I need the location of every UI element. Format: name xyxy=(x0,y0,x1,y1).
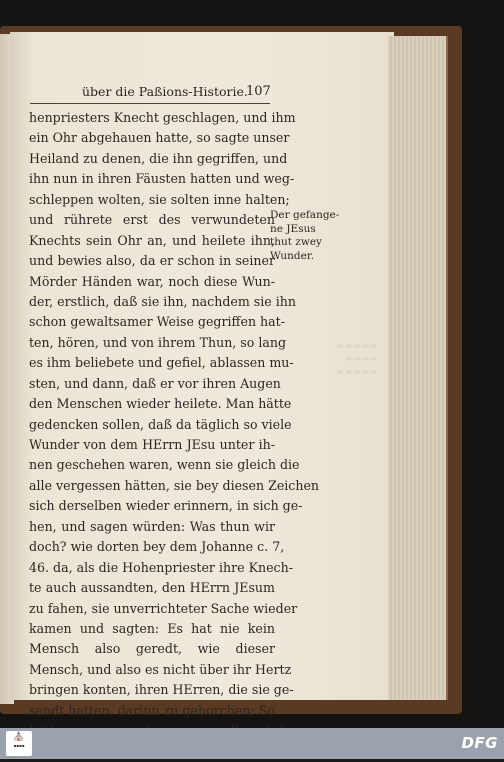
bleed-through-text: ≈≈≈≈≈ ≈≈≈≈ ≈≈≈≈≈ xyxy=(336,341,378,378)
text-line: hen, und sagen würden: Was thun wir xyxy=(29,518,275,534)
running-title: über die Paßions-Historie. xyxy=(82,84,248,99)
marginal-line: ne JEsus xyxy=(270,222,316,235)
text-line: und bewies also, da er schon in seiner xyxy=(29,253,275,269)
text-line: ihn nun in ihren Fäusten hatten und weg- xyxy=(29,171,295,187)
text-line: es ihm beliebete und gefiel, ablassen mu- xyxy=(29,355,294,371)
text-line: henpriesters Knecht geschlagen, und ihm xyxy=(29,110,296,125)
text-line: Knechts sein Ohr an, und heilete ihn, xyxy=(29,232,275,248)
text-line: sich derselben wieder erinnern, in sich ge- xyxy=(29,498,303,514)
text-line: und rührete erst des verwundeten xyxy=(29,212,275,228)
text-line: nen geschehen waren, wenn sie gleich die xyxy=(29,457,300,473)
text-line: Wunder von dem HErrn JEsu unter ih- xyxy=(29,437,275,452)
page-fore-edge xyxy=(388,36,448,700)
text-line: gedencken sollen, daß da täglich so viele xyxy=(29,416,292,432)
text-line: schon gewaltsamer Weise gegriffen hat- xyxy=(29,314,285,330)
text-line: Mörder Händen war, noch diese Wun- xyxy=(29,273,275,289)
dfg-logo: DFG xyxy=(461,734,498,752)
text-line: den Menschen wieder heilete. Man hätte xyxy=(29,396,292,412)
text-line: sten, und dann, daß er vor ihren Augen xyxy=(29,375,281,391)
text-line: Mensch, und also es nicht über ihr Hertz xyxy=(29,661,292,677)
text-line: Heiland zu denen, die ihn gegriffen, und xyxy=(29,150,288,166)
text-line: 46. da, als die Hohenpriester ihre Knech- xyxy=(29,559,293,575)
text-line: kamen und sagten: Es hat nie kein xyxy=(29,620,275,636)
marginal-line: thut zwey xyxy=(270,236,322,248)
text-line: bringen konten, ihren HErren, die sie ge- xyxy=(29,682,294,698)
text-line: ten, hören, und von ihrem Thun, so lang xyxy=(29,334,287,350)
header-rule xyxy=(30,103,270,104)
text-line: schleppen wolten, sie solten inne halten; xyxy=(29,191,290,207)
text-line: der, erstlich, daß sie ihn, nachdem sie ihn xyxy=(29,293,297,309)
text-line: doch? wie dorten bey dem Johanne c. 7, xyxy=(29,539,285,555)
text-line: zu fahen, sie unverrichteter Sache wieder xyxy=(29,600,298,616)
text-line: alle vergessen hätten, sie bey diesen Zeichen xyxy=(29,477,320,493)
text-line: te auch aussandten, den HErrn JEsum xyxy=(29,580,275,596)
library-logo: ⛪ ▪▪▪▪ xyxy=(6,731,32,756)
viewer-footer xyxy=(0,728,504,759)
text-line: ein Ohr abgehauen hatte, so sagte unser xyxy=(29,130,290,146)
marginal-line: Der gefange- xyxy=(270,209,340,221)
page-number: 107 xyxy=(246,84,271,99)
text-line: Mensch also geredt, wie dieser xyxy=(29,641,275,657)
text-line: sandt hatten, darinn zu gehorchen; So xyxy=(29,702,275,718)
marginal-line: Wunder. xyxy=(270,249,315,262)
marginal-note xyxy=(270,209,346,263)
